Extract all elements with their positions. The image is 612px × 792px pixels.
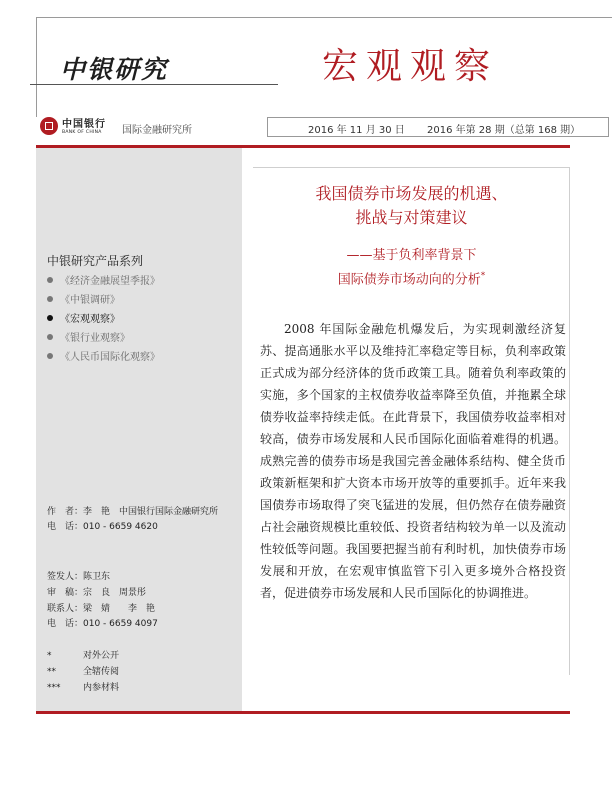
bank-name-en: BANK OF CHINA (62, 130, 102, 135)
bullet-icon (47, 334, 53, 340)
publication-date: 2016 年 11 月 30 日 (308, 125, 405, 136)
bullet-icon (47, 296, 53, 302)
article-title: 我国债券市场发展的机遇、 挑战与对策建议 (315, 184, 508, 227)
product-item: 《人民币国际化观察》 (47, 348, 160, 367)
article-subtitle: ——基于负利率背景下 国际债券市场动向的分析* (337, 248, 486, 288)
calligraphy-logo: 中银研究 (60, 55, 169, 84)
header-frame-top (36, 17, 612, 18)
issue-number: 2016 年第 28 期（总第 168 期） (427, 125, 581, 136)
product-item: 《银行业观察》 (47, 329, 160, 348)
bullet-icon (47, 277, 53, 283)
review-line: 审 稿：宗 良 周景彤 (47, 588, 147, 598)
header-frame-left (36, 17, 37, 117)
products-heading: 中银研究产品系列 (47, 254, 144, 268)
article-abstract: 2008 年国际金融危机爆发后，为实现刺激经济复苏、提高通胀水平以及维持汇率稳定等目标，负利率政策正式成为部分经济体的货币政策工具。随着负利率政策的实施，多个国家的主权债券收益率降至负值，并拖累全球债券收益率持续走低。在此背景下，我国债券收益率相对较高，债券市场发展和人民币国际化面临着难得的机遇。成熟完善的债券市场是我国完善金融体系结构、健全货币政策新框架和扩大资本市场开放等的重要抓手。近年来我国债券市场取得了突飞猛进的发展，但仍然存在债券融资占社会融资规模比重较低、投资者结构较为单一以及流动性较低等问题。我国要把握当前有利时机，加快债券市场发展和开放，在宏观审慎监管下引入更多境外合格投资者，促进债券市场发展和人民币国际化的协调推进。 (260, 322, 566, 600)
contacts-phone-line: 电 话：010 - 6659 4097 (47, 619, 158, 629)
product-list (47, 272, 160, 367)
series-title: 宏观观察 (322, 46, 499, 87)
author-line: 作 者：李 艳 中国银行国际金融研究所 (47, 507, 219, 517)
product-item: 《经济金融展望季报》 (47, 272, 160, 291)
signoff-line: 签发人：陈卫东 (47, 572, 111, 582)
bullet-icon (47, 353, 53, 359)
contacts-line: 联系人：梁 婧 李 艳 (47, 604, 156, 614)
logo-underline (30, 84, 278, 85)
institute-name: 国际金融研究所 (122, 125, 192, 136)
classification-reference: *** 内参材料 (47, 683, 120, 693)
product-item-active: 《宏观观察》 (47, 310, 160, 329)
product-item: 《中银调研》 (47, 291, 160, 310)
bottom-divider (36, 711, 570, 714)
bullet-icon (47, 315, 53, 321)
bank-of-china-logo-icon (40, 117, 58, 135)
author-phone-line: 电 话：010 - 6659 4620 (47, 522, 158, 532)
classification-public: * 对外公开 (47, 651, 120, 661)
classification-internal: ** 全辖传阅 (47, 667, 120, 677)
bank-name-cn: 中国银行 (62, 119, 106, 130)
footnote-mark: * (480, 271, 486, 281)
